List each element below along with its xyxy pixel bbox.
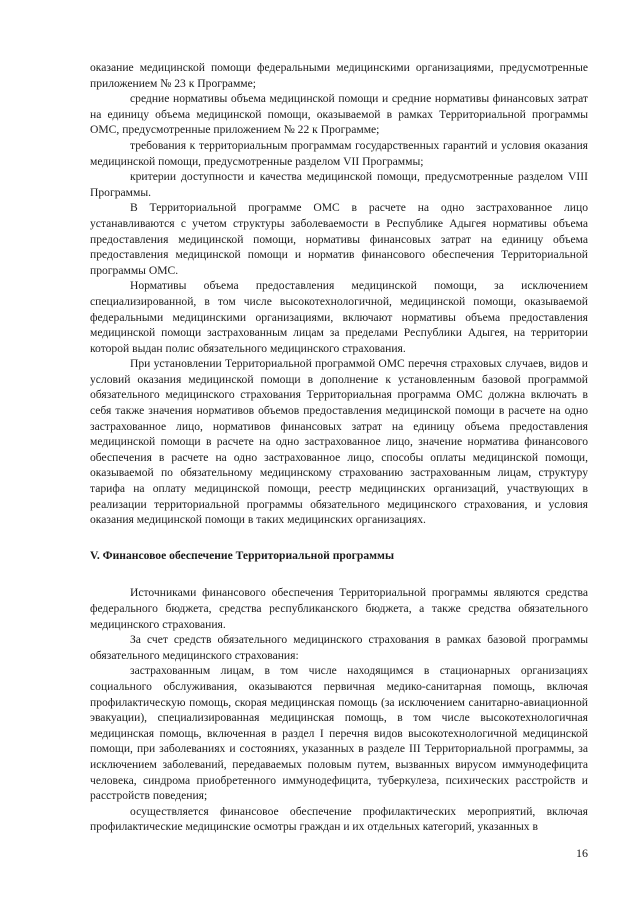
paragraph: Нормативы объема предоставления медицинской помощи, за исключением специализированной, в том числе высокотехнологичной, медицинской помощи, оказываемой федеральными медицинскими организациями, включают нормативы объема предоставления медицинской помощи застрахованным лицам за пределами Республики Адыгея, на территории которой выдан полис обязательного медицинского страхования. [90, 279, 588, 355]
paragraph: Источниками финансового обеспечения Территориальной программы являются средства федерального бюджета, средства республиканского бюджета, а также средства обязательного медицинского страхования. [90, 586, 588, 631]
paragraph: За счет средств обязательного медицинского страхования в рамках базовой программы обязательного медицинского страхования: [90, 633, 588, 662]
paragraph: В Территориальной программе ОМС в расчете на одно застрахованное лицо устанавливаются с учетом структуры заболеваемости в Республике Адыгея нормативы объема предоставления медицинской помощи, нормативы финансовых затрат на единицу объема предоставления медицинской помощи и норматив финансового обеспечения Территориальной программы ОМС. [90, 201, 588, 277]
paragraph: требования к территориальным программам государственных гарантий и условия оказания медицинской помощи, предусмотренные разделом VII Программы; [90, 138, 588, 168]
paragraph: критерии доступности и качества медицинской помощи, предусмотренные разделом VIII Программы. [90, 170, 588, 199]
paragraph: застрахованным лицам, в том числе находящимся в стационарных организациях социального обслуживания, оказываются первичная медико-санитарная помощь, включая профилактическую помощь, скорая медицинская помощь (за исключением санитарно-авиационной эвакуации), специализированная медицинская помощь, в том числе высокотехнологичная медицинская помощь, включенная в раздел I перечня видов высокотехнологичной медицинской помощи, при заболеваниях и состояниях, указанных в разделе III Территориальной программы, за исключением заболеваний, передаваемых половым путем, вызванных вирусом иммунодефицита человека, синдрома приобретенного иммунодефицита, туберкулеза, психических расстройств и расстройств поведения; [90, 664, 588, 803]
document-body [90, 60, 588, 835]
paragraph: средние нормативы объема медицинской помощи и средние нормативы финансовых затрат на единицу объема медицинской помощи, оказываемой в рамках Территориальной программы ОМС, предусмотренные приложением № 22 к Программе; [90, 92, 588, 137]
paragraph: оказание медицинской помощи федеральными медицинскими организациями, предусмотренные приложением № 23 к Программе; [90, 61, 588, 90]
section-heading: V. Финансовое обеспечение Территориальной программы [90, 548, 394, 562]
page-number: 16 [576, 846, 588, 860]
paragraph: При установлении Территориальной программой ОМС перечня страховых случаев, видов и условий оказания медицинской помощи в дополнение к установленным базовой программой обязательного медицинского страхования Территориальная программа ОМС должна включать в себя также значения нормативов объемов предоставления медицинской помощи в расчете на одно застрахованное лицо, нормативов финансовых затрат на единицу объема предоставления медицинской помощи в расчете на одно застрахованное лицо, значение норматива финансового обеспечения в расчете на одно застрахованное лицо, способы оплаты медицинской помощи, оказываемой по обязательному медицинскому страхованию застрахованным лицам, структуру тарифа на оплату медицинской помощи, реестр медицинских организаций, участвующих в реализации территориальной программы обязательного медицинского страхования, и условия оказания медицинской помощи в таких медицинских организациях. [90, 357, 588, 527]
paragraph: осуществляется финансовое обеспечение профилактических мероприятий, включая профилактические медицинские осмотры граждан и их отдельных категорий, указанных в [90, 804, 588, 834]
